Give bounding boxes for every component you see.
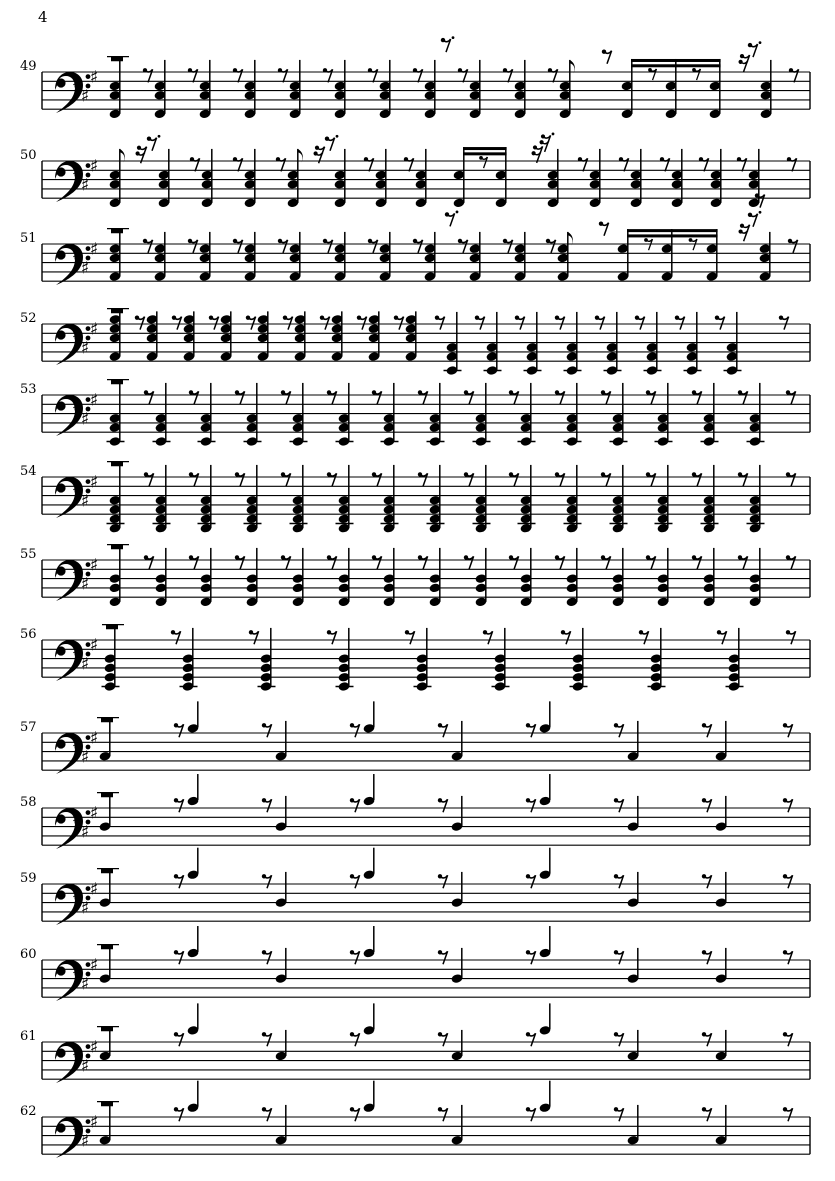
eighth-rest-icon — [438, 723, 448, 737]
eighth-rest-icon — [435, 315, 445, 329]
eighth-rest-icon — [262, 1107, 272, 1121]
eighth-rest-icon — [174, 950, 184, 964]
whole-rest-icon — [101, 1027, 113, 1032]
measure-number: 58 — [20, 795, 37, 810]
eighth-rest-icon — [262, 950, 272, 964]
sharp-icon: ♯ — [71, 324, 81, 345]
eighth-rest-icon — [327, 630, 337, 644]
eighth-rest-icon — [548, 68, 558, 82]
eighth-rest-icon — [458, 239, 468, 253]
whole-rest-icon — [101, 869, 113, 874]
eighth-rest-icon — [614, 1032, 624, 1046]
eighth-rest-icon — [738, 472, 748, 486]
eighth-rest-icon — [786, 390, 796, 404]
eighth-rest-icon — [748, 211, 762, 227]
eighth-rest-icon — [405, 630, 415, 644]
eighth-rest-icon — [188, 239, 198, 253]
eighth-rest-icon — [350, 798, 360, 812]
sharp-icon: ♯ — [71, 808, 81, 829]
sharp-icon: ♯ — [80, 574, 90, 595]
sharp-icon: ♯ — [89, 390, 99, 411]
eighth-rest-icon — [372, 472, 382, 486]
eighth-rest-icon — [350, 1107, 360, 1121]
eighth-rest-icon — [787, 157, 797, 171]
eighth-rest-icon — [789, 68, 799, 82]
eighth-rest-icon — [262, 1032, 272, 1046]
eighth-rest-icon — [144, 472, 154, 486]
eighth-rest-icon — [692, 390, 702, 404]
eighth-rest-icon — [783, 1032, 793, 1046]
eighth-rest-icon — [278, 68, 288, 82]
whole-rest-icon — [101, 718, 113, 723]
eighth-rest-icon — [174, 874, 184, 888]
eighth-rest-icon — [601, 390, 611, 404]
eighth-rest-icon — [368, 239, 378, 253]
whole-rest-icon — [111, 462, 123, 467]
eighth-rest-icon — [144, 555, 154, 569]
eighth-rest-icon — [692, 555, 702, 569]
measure-number: 52 — [20, 311, 37, 326]
eighth-rest-icon — [174, 1032, 184, 1046]
sharp-icon: ♯ — [71, 72, 81, 93]
eighth-rest-icon — [546, 239, 556, 253]
eighth-rest-icon — [233, 157, 243, 171]
sharp-icon: ♯ — [71, 244, 81, 265]
eighth-rest-icon — [327, 555, 337, 569]
eighth-rest-icon — [281, 555, 291, 569]
eighth-rest-icon — [246, 315, 256, 329]
sharp-icon: ♯ — [80, 654, 90, 675]
eighth-rest-icon — [702, 1032, 712, 1046]
eighth-rest-icon — [458, 68, 468, 82]
measure-number: 60 — [20, 947, 37, 962]
sharp-icon: ♯ — [80, 974, 90, 995]
eighth-rest-icon — [483, 630, 493, 644]
eighth-rest-icon — [464, 472, 474, 486]
eighth-rest-icon — [715, 315, 725, 329]
eighth-rest-icon — [189, 555, 199, 569]
eighth-rest-icon — [438, 874, 448, 888]
eighth-rest-icon — [783, 723, 793, 737]
eighth-rest-icon — [320, 315, 330, 329]
page-number: 4 — [38, 8, 48, 26]
sharp-icon: ♯ — [89, 728, 99, 749]
eighth-rest-icon — [135, 315, 145, 329]
beam — [631, 64, 721, 67]
eighth-rest-icon — [276, 157, 286, 171]
sharp-icon: ♯ — [80, 86, 90, 107]
sharp-icon: ♯ — [89, 803, 99, 824]
measure-number: 62 — [20, 1104, 37, 1119]
eighth-rest-icon — [526, 874, 536, 888]
measure-number: 56 — [20, 627, 37, 642]
eighth-rest-icon — [646, 472, 656, 486]
eighth-rest-icon — [702, 798, 712, 812]
eighth-rest-icon — [692, 472, 702, 486]
eighth-rest-icon — [601, 555, 611, 569]
eighth-rest-icon — [515, 315, 525, 329]
eighth-rest-icon — [738, 390, 748, 404]
eighth-rest-icon — [648, 68, 656, 80]
sharp-icon: ♯ — [71, 884, 81, 905]
sharp-icon: ♯ — [89, 955, 99, 976]
sharp-icon: ♯ — [89, 156, 99, 177]
eighth-rest-icon — [702, 723, 712, 737]
eighth-rest-icon — [786, 472, 796, 486]
eighth-rest-icon — [262, 874, 272, 888]
eighth-rest-icon — [189, 390, 199, 404]
eighth-rest-icon — [144, 390, 154, 404]
staff-system-m53 — [20, 380, 810, 447]
staff-system-m55 — [20, 545, 810, 607]
eighth-rest-icon — [190, 157, 200, 171]
eighth-rest-icon — [555, 472, 565, 486]
sharp-icon: ♯ — [89, 1112, 99, 1133]
measure-number: 49 — [20, 59, 37, 74]
sharp-icon: ♯ — [80, 338, 90, 359]
eighth-rest-icon — [783, 950, 793, 964]
eighth-rest-icon — [595, 315, 605, 329]
measure-number: 61 — [20, 1029, 37, 1044]
eighth-rest-icon — [281, 472, 291, 486]
eighth-rest-icon — [418, 472, 428, 486]
sharp-icon: ♯ — [89, 555, 99, 576]
staff-system-m60 — [20, 926, 810, 1001]
eighth-rest-icon — [475, 315, 485, 329]
sharp-icon: ♯ — [71, 733, 81, 754]
eighth-rest-icon — [235, 472, 245, 486]
measure-number: 57 — [20, 720, 37, 735]
eighth-rest-icon — [702, 874, 712, 888]
eighth-rest-icon — [413, 239, 423, 253]
sharp-icon: ♯ — [80, 409, 90, 430]
eighth-rest-icon — [786, 555, 796, 569]
sharp-icon: ♯ — [80, 822, 90, 843]
eighth-rest-icon — [438, 950, 448, 964]
eighth-rest-icon — [646, 390, 656, 404]
eighth-rest-icon — [526, 798, 536, 812]
eighth-rest-icon — [783, 874, 793, 888]
whole-rest-icon — [111, 309, 123, 314]
eighth-rest-icon — [717, 630, 727, 644]
sixteenth-rest-icon — [739, 224, 750, 242]
whole-rest-icon — [101, 1102, 113, 1107]
eighth-rest-icon — [646, 555, 656, 569]
sharp-icon: ♯ — [71, 560, 81, 581]
eighth-rest-icon — [738, 555, 748, 569]
eighth-rest-icon — [323, 239, 333, 253]
eighth-rest-icon — [438, 1107, 448, 1121]
eighth-rest-icon — [372, 390, 382, 404]
eighth-rest-icon — [174, 1107, 184, 1121]
eighth-rest-icon — [555, 555, 565, 569]
eighth-rest-icon — [327, 472, 337, 486]
eighth-rest-icon — [702, 1107, 712, 1121]
eighth-rest-icon — [555, 315, 565, 329]
eighth-rest-icon — [614, 723, 624, 737]
eighth-rest-icon — [788, 239, 798, 253]
eighth-rest-icon — [364, 157, 374, 171]
eighth-rest-icon — [368, 68, 378, 82]
staff-system-m62 — [20, 1081, 810, 1158]
eighth-rest-icon — [526, 950, 536, 964]
eighth-rest-icon — [526, 1032, 536, 1046]
sharp-icon: ♯ — [71, 161, 81, 182]
eighth-rest-icon — [660, 157, 670, 171]
eighth-rest-icon — [233, 68, 243, 82]
sharp-icon: ♯ — [80, 1131, 90, 1152]
eighth-rest-icon — [174, 798, 184, 812]
measure-number: 55 — [20, 547, 37, 562]
staff-system-m51 — [20, 211, 810, 285]
eighth-rest-icon — [692, 68, 700, 80]
eighth-rest-icon — [748, 41, 762, 57]
sharp-icon: ♯ — [80, 1056, 90, 1077]
eighth-rest-icon — [675, 315, 685, 329]
staff-system-m52 — [20, 309, 810, 376]
sharp-icon: ♯ — [89, 67, 99, 88]
eighth-rest-icon — [445, 211, 459, 227]
whole-rest-icon — [111, 57, 123, 62]
sharp-icon: ♯ — [71, 477, 81, 498]
eighth-rest-icon — [786, 630, 796, 644]
sharp-icon: ♯ — [89, 472, 99, 493]
eighth-rest-icon — [635, 315, 645, 329]
eighth-rest-icon — [350, 874, 360, 888]
eighth-rest-icon — [614, 950, 624, 964]
eighth-rest-icon — [171, 630, 181, 644]
eighth-rest-icon — [737, 157, 747, 171]
eighth-rest-icon — [783, 1107, 793, 1121]
beam — [631, 59, 721, 62]
staff-system-m59 — [20, 848, 810, 925]
eighth-rest-icon — [350, 950, 360, 964]
staff-system-m56 — [20, 625, 810, 692]
eighth-rest-icon — [639, 630, 649, 644]
whole-rest-icon — [101, 945, 113, 950]
eighth-rest-icon — [509, 390, 519, 404]
eighth-rest-icon — [278, 239, 288, 253]
staff-system-m61 — [20, 1003, 810, 1083]
eighth-rest-icon — [441, 36, 455, 52]
eighth-rest-icon — [172, 315, 182, 329]
staff-system-m57 — [20, 701, 810, 774]
eighth-rest-icon — [479, 156, 487, 168]
eighth-rest-icon — [599, 222, 609, 236]
staff-system-m54 — [20, 462, 810, 534]
eighth-rest-icon — [699, 157, 709, 171]
eighth-rest-icon — [438, 1032, 448, 1046]
eighth-rest-icon — [503, 68, 513, 82]
measure-number: 54 — [20, 464, 37, 479]
eighth-rest-icon — [526, 723, 536, 737]
beam — [463, 152, 507, 155]
eighth-rest-icon — [614, 874, 624, 888]
sharp-icon: ♯ — [89, 635, 99, 656]
eighth-rest-icon — [464, 390, 474, 404]
eighth-rest-icon — [249, 630, 259, 644]
sharp-icon: ♯ — [71, 640, 81, 661]
whole-rest-icon — [106, 625, 118, 630]
eighth-rest-icon — [323, 68, 333, 82]
measure-number: 53 — [20, 382, 37, 397]
beam — [627, 229, 718, 232]
eighth-rest-icon — [418, 555, 428, 569]
eighth-rest-icon — [601, 472, 611, 486]
sharp-icon: ♯ — [89, 1037, 99, 1058]
eighth-rest-icon — [555, 390, 565, 404]
whole-rest-icon — [101, 793, 113, 798]
eighth-rest-icon — [235, 390, 245, 404]
sharp-icon: ♯ — [71, 960, 81, 981]
sharp-icon: ♯ — [80, 898, 90, 919]
staff-system-m49 — [20, 36, 810, 119]
sharp-icon: ♯ — [89, 239, 99, 260]
staff-system-m58 — [20, 774, 810, 849]
eighth-rest-icon — [262, 723, 272, 737]
eighth-rest-icon — [327, 390, 337, 404]
eighth-rest-icon — [147, 135, 161, 151]
eighth-rest-icon — [614, 1107, 624, 1121]
eighth-rest-icon — [350, 1032, 360, 1046]
eighth-rest-icon — [464, 555, 474, 569]
eighth-rest-icon — [143, 68, 153, 82]
eighth-rest-icon — [325, 135, 339, 151]
eighth-rest-icon — [372, 555, 382, 569]
eighth-rest-icon — [404, 157, 414, 171]
eighth-rest-icon — [783, 798, 793, 812]
measure-number: 59 — [20, 871, 37, 886]
eighth-rest-icon — [281, 390, 291, 404]
eighth-rest-icon — [578, 157, 588, 171]
sharp-icon: ♯ — [71, 1042, 81, 1063]
whole-rest-icon — [111, 545, 123, 550]
sharp-icon: ♯ — [71, 395, 81, 416]
eighth-rest-icon — [357, 315, 367, 329]
eighth-rest-icon — [779, 315, 789, 329]
eighth-rest-icon — [509, 472, 519, 486]
eighth-rest-icon — [262, 798, 272, 812]
eighth-rest-icon — [418, 390, 428, 404]
sixteenth-rest-icon — [739, 54, 750, 72]
eighth-rest-icon — [283, 315, 293, 329]
sixteenth-rest-icon — [532, 145, 543, 163]
beam — [627, 234, 718, 237]
eighth-rest-icon — [143, 239, 153, 253]
sharp-icon: ♯ — [80, 491, 90, 512]
eighth-rest-icon — [174, 723, 184, 737]
sharp-icon: ♯ — [80, 258, 90, 279]
eighth-rest-icon — [702, 950, 712, 964]
whole-rest-icon — [111, 229, 123, 234]
whole-rest-icon — [111, 380, 123, 385]
eighth-rest-icon — [350, 723, 360, 737]
eighth-rest-icon — [561, 630, 571, 644]
eighth-rest-icon — [188, 68, 198, 82]
eighth-rest-icon — [619, 157, 629, 171]
sharp-icon: ♯ — [89, 319, 99, 340]
eighth-rest-icon — [235, 555, 245, 569]
eighth-rest-icon — [614, 798, 624, 812]
eighth-rest-icon — [189, 472, 199, 486]
eighth-rest-icon — [233, 239, 243, 253]
sharp-icon: ♯ — [80, 747, 90, 768]
measure-number: 51 — [20, 231, 37, 246]
measure-number: 50 — [20, 148, 37, 163]
sharp-icon: ♯ — [80, 175, 90, 196]
eighth-rest-icon — [413, 68, 423, 82]
beam — [463, 147, 507, 150]
sharp-icon: ♯ — [89, 879, 99, 900]
eighth-rest-icon — [209, 315, 219, 329]
eighth-rest-icon — [394, 315, 404, 329]
eighth-rest-icon — [438, 798, 448, 812]
staff-system-m50 — [20, 133, 810, 209]
eighth-rest-icon — [526, 1107, 536, 1121]
sharp-icon: ♯ — [71, 1117, 81, 1138]
eighth-rest-icon — [503, 239, 513, 253]
eighth-rest-icon — [602, 50, 612, 64]
eighth-rest-icon — [509, 555, 519, 569]
